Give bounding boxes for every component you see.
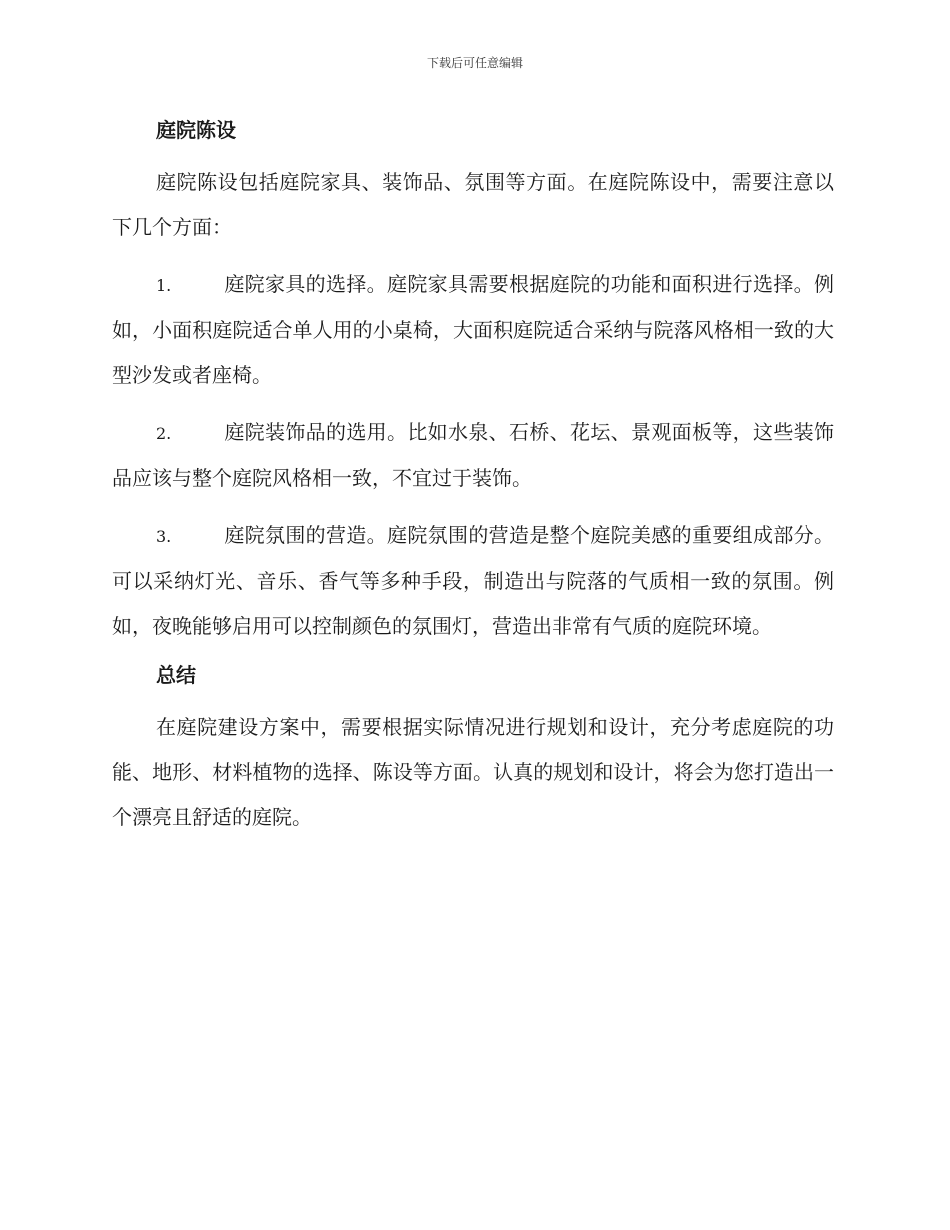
list-item <box>112 513 834 649</box>
header-note: 下载后可任意编辑 <box>426 56 523 70</box>
list-item <box>112 262 834 398</box>
decor-intro-paragraph: 庭院陈设包括庭院家具、装饰品、氛围等方面。在庭院陈设中，需要注意以下几个方面： <box>112 170 834 239</box>
list-item-text: 庭院装饰品的选用。比如水泉、石桥、花坛、景观面板等，这些装饰品应该与整个庭院风格相一致，不宜过于装饰。 <box>112 420 834 490</box>
list-item <box>112 410 834 501</box>
list-item-number: 3. <box>156 527 172 546</box>
list-item-number: 1. <box>156 276 172 295</box>
list-item-text: 庭院氛围的营造。庭院氛围的营造是整个庭院美感的重要组成部分。可以采纳灯光、音乐、香气等多种手段，制造出与院落的气质相一致的氛围。例如，夜晚能够启用可以控制颜色的氛围灯，营造出非常有气质的庭院环境。 <box>112 523 834 638</box>
section-heading-summary: 总结 <box>156 663 196 687</box>
list-item-number: 2. <box>156 424 172 443</box>
document-body <box>112 114 834 840</box>
list-item-text: 庭院家具的选择。庭院家具需要根据庭院的功能和面积进行选择。例如，小面积庭院适合单人用的小桌椅，大面积庭院适合采纳与院落风格相一致的大型沙发或者座椅。 <box>112 272 834 387</box>
summary-paragraph: 在庭院建设方案中，需要根据实际情况进行规划和设计，充分考虑庭院的功能、地形、材料植物的选择、陈设等方面。认真的规划和设计，将会为您打造出一个漂亮且舒适的庭院。 <box>112 715 834 829</box>
section-heading-decor: 庭院陈设 <box>156 118 236 142</box>
